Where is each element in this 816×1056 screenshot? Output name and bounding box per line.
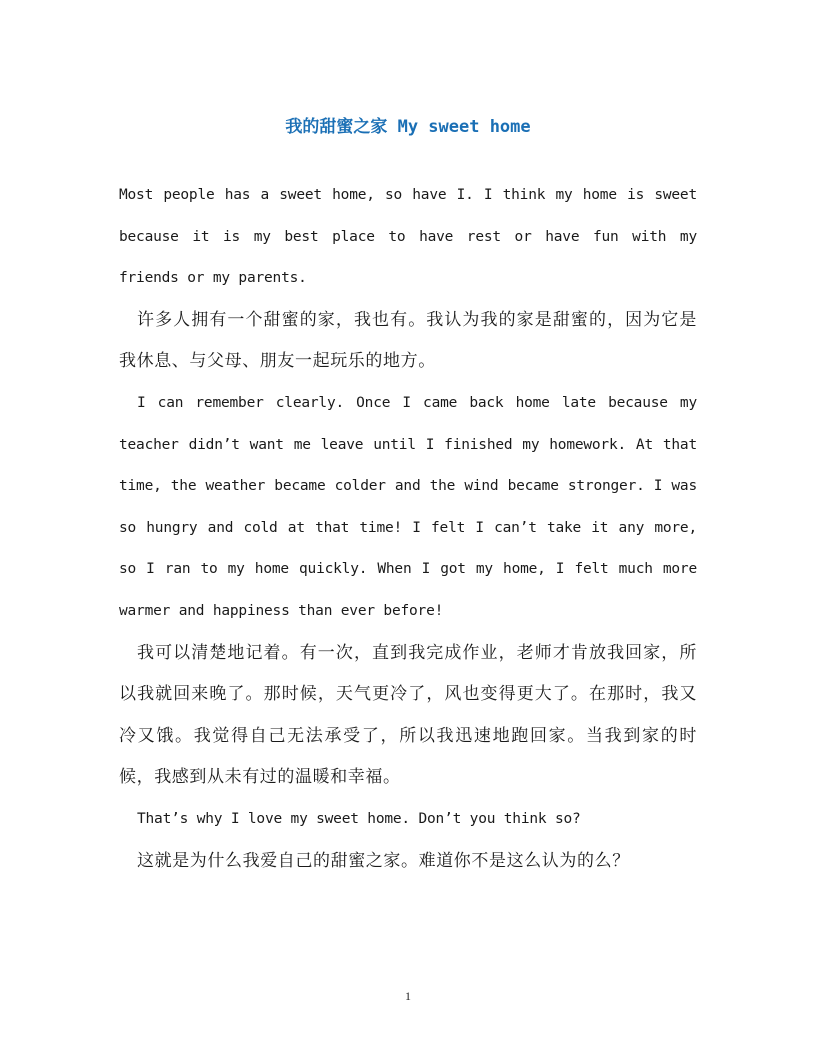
paragraph-1-chinese: 许多人拥有一个甜蜜的家，我也有。我认为我的家是甜蜜的，因为它是我休息、与父母、朋友一起玩乐的地方。	[119, 309, 697, 372]
paragraph-1-english: Most people has a sweet home, so have I. I think my home is sweet because it is my best place to have rest or have fun with my friends or my parents.	[119, 187, 697, 287]
document-title: 我的甜蜜之家 My sweet home	[285, 117, 531, 137]
page-number: 1	[405, 989, 411, 1003]
paragraph-3-english: That’s why I love my sweet home. Don’t you think so?	[137, 810, 581, 827]
paragraph-2-english: I can remember clearly. Once I came back home late because my teacher didn’t want me leave until I finished my homework. At that time, the weather became colder and the wind became stronger. I was so hungry and cold at that time! I felt I can’t take it any more, so I ran to my home quickly. When I got my home, I felt much more warmer and happiness than ever before!	[119, 394, 697, 619]
paragraph-2-chinese: 我可以清楚地记着。有一次，直到我完成作业，老师才肯放我回家，所以我就回来晚了。那时候，天气更冷了，风也变得更大了。在那时，我又冷又饿。我觉得自己无法承受了，所以我迅速地跑回家。当我到家的时候，我感到从未有过的温暖和幸福。	[119, 642, 697, 788]
document-body	[119, 175, 697, 882]
paragraph-3-chinese: 这就是为什么我爱自己的甜蜜之家。难道你不是这么认为的么？	[137, 850, 630, 871]
